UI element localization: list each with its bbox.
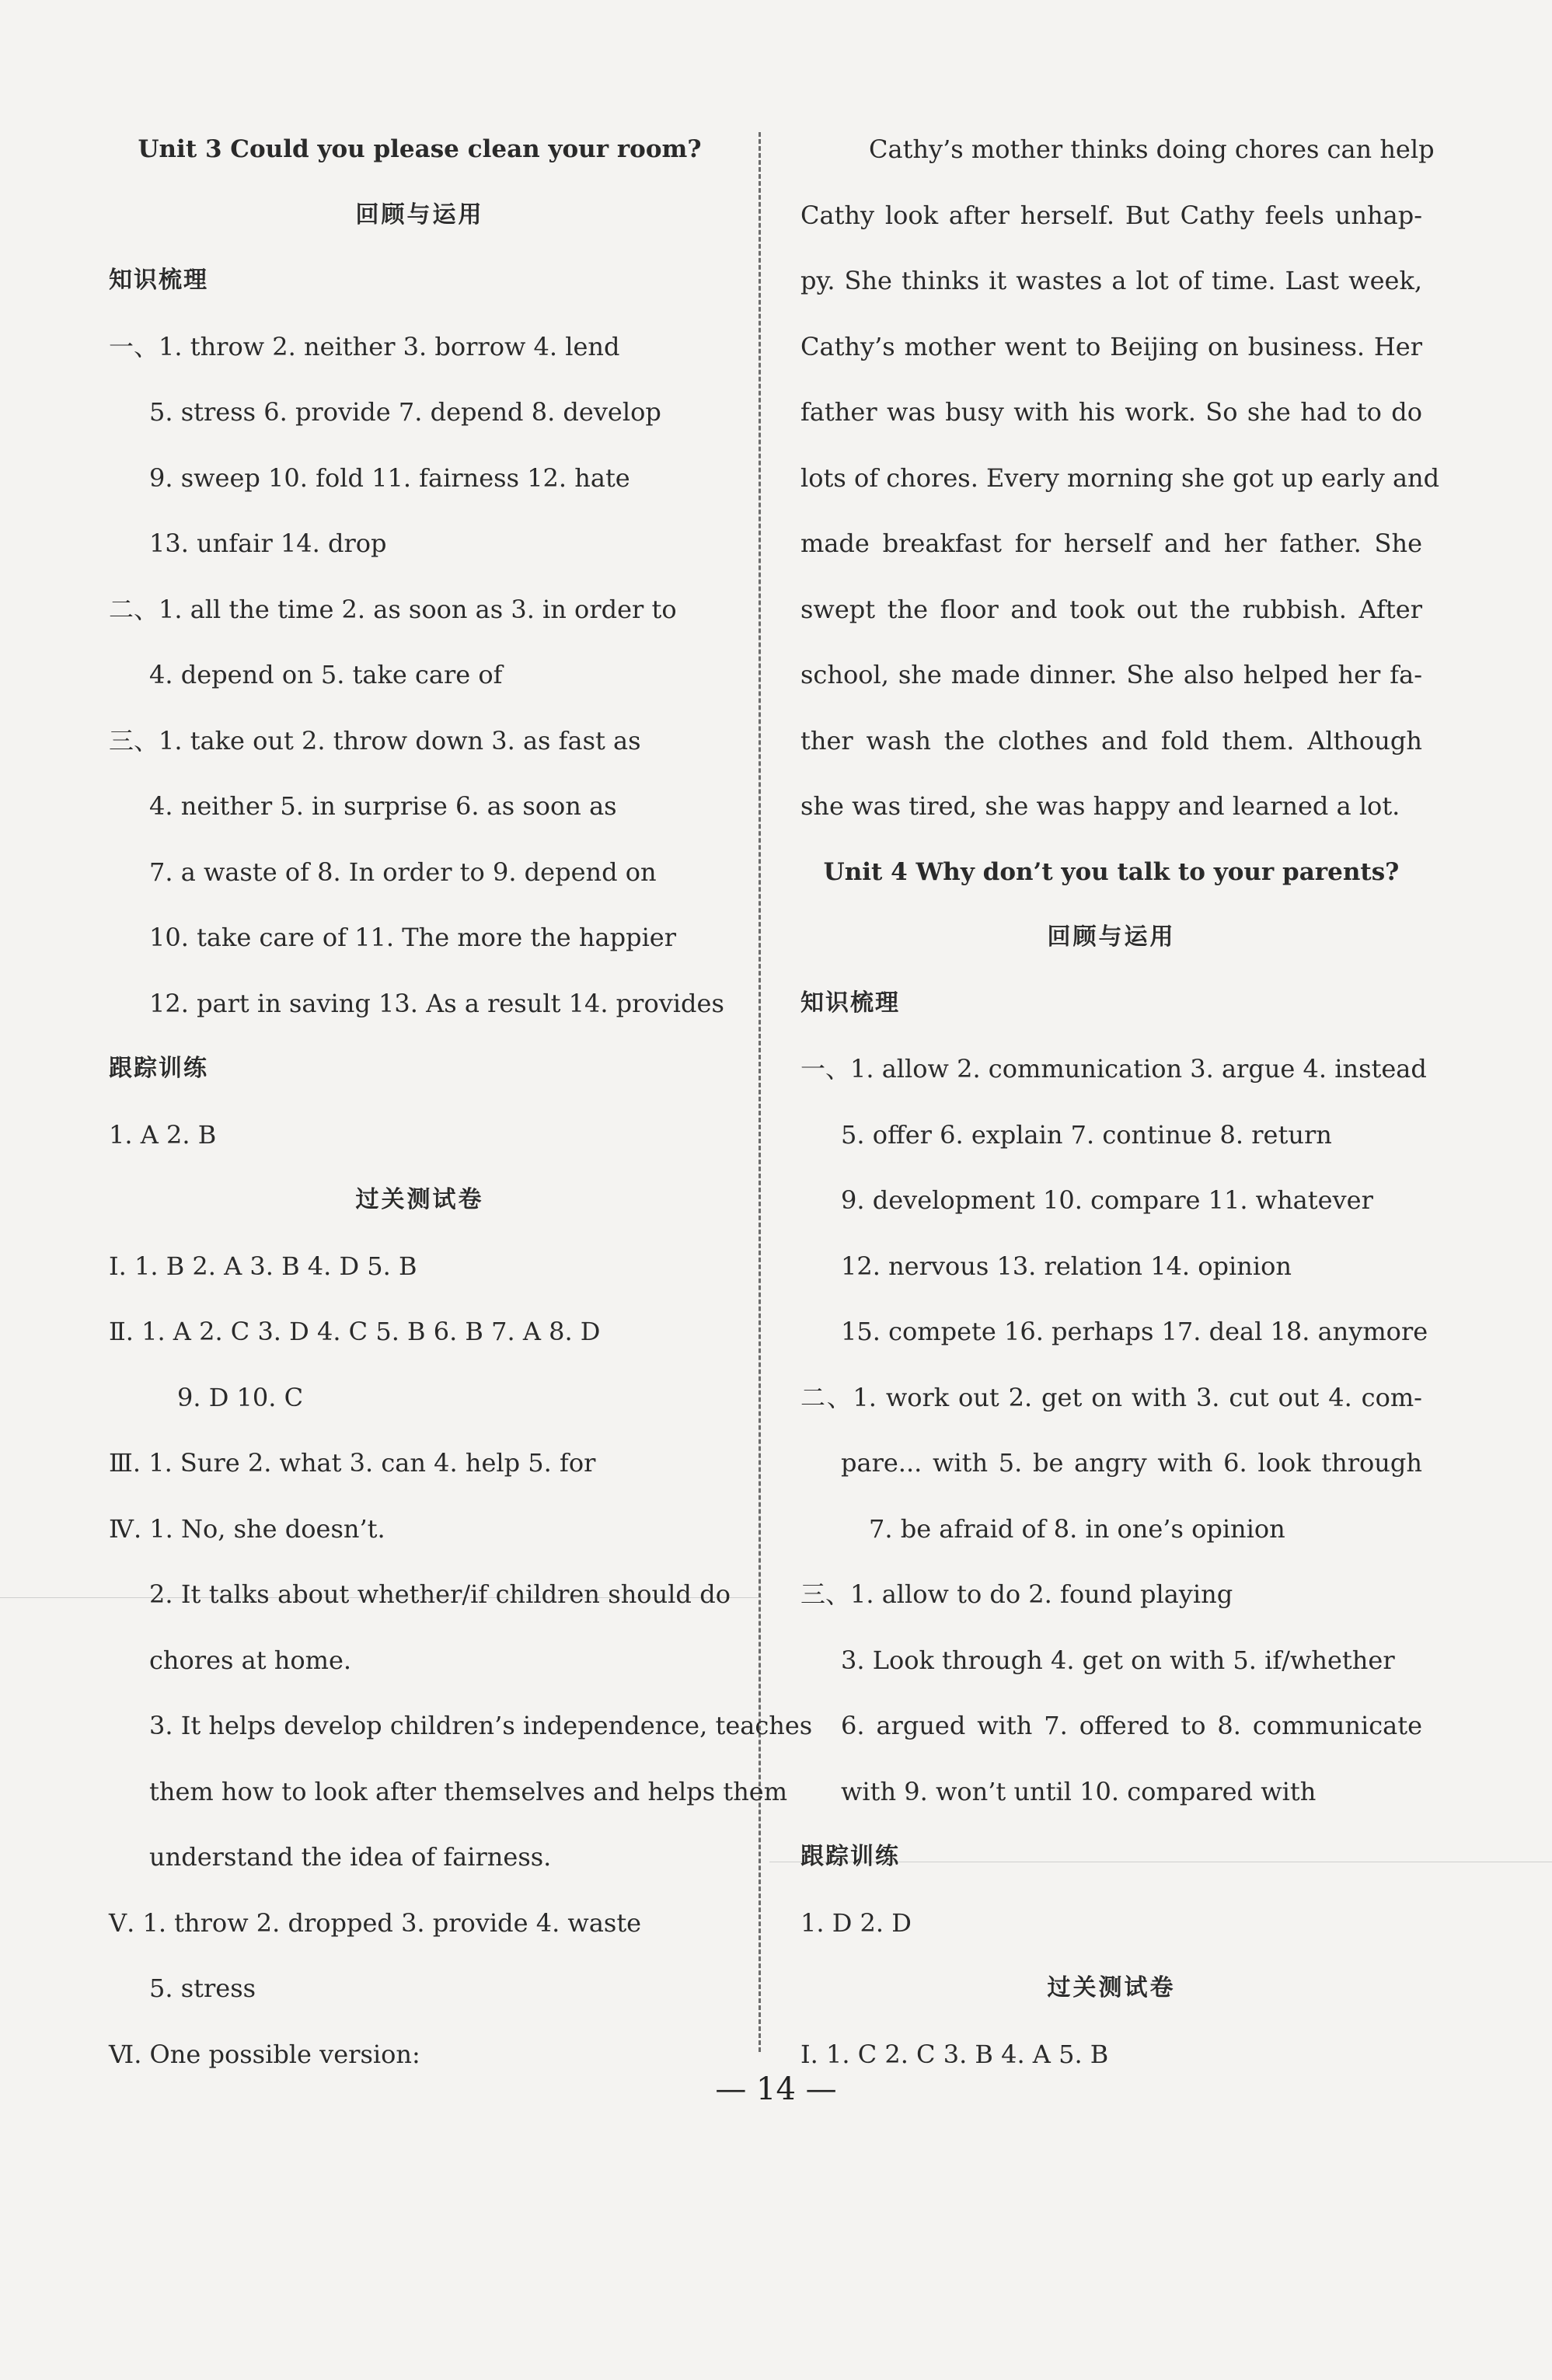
answer-line: Ⅵ. One possible version: (109, 2039, 420, 2069)
review-heading: 回顾与运用 (1047, 923, 1176, 951)
answer-line: 5. stress 6. provide 7. depend 8. develop (149, 397, 661, 427)
answer-line: Ⅲ. 1. Sure 2. what 3. can 4. help 5. for (109, 1448, 596, 1478)
tracking-heading: 跟踪训练 (800, 1843, 900, 1870)
knowledge-heading: 知识梳理 (109, 267, 208, 294)
answer-line: 7. be afraid of 8. in one’s opinion (869, 1513, 1285, 1544)
answer-line: 1. A 2. B (109, 1119, 217, 1150)
answer-line: 三、1. take out 2. throw down 3. as fast as (109, 725, 641, 756)
test-heading: 过关测试卷 (1047, 1974, 1176, 2001)
essay-line: made breakfast for herself and her father. She (800, 529, 1422, 558)
answer-line: Ⅱ. 1. A 2. C 3. D 4. C 5. B 6. B 7. A 8. D (109, 1317, 601, 1346)
answer-line: 4. neither 5. in surprise 6. as soon as (149, 791, 617, 821)
answer-line: 2. It talks about whether/if children should do (149, 1579, 731, 1609)
answer-line: 4. depend on 5. take care of (149, 660, 503, 689)
essay-line: lots of chores. Every morning she got up early and (800, 462, 1440, 493)
essay-line: Cathy’s mother went to Beijing on business. Her (800, 331, 1422, 361)
answer-line: Ⅳ. 1. No, she doesn’t. (109, 1513, 385, 1544)
answer-line: 5. stress (149, 1973, 256, 2003)
answer-line: 三、1. allow to do 2. found playing (800, 1579, 1233, 1609)
answer-line: 3. It helps develop children’s independence, teaches (149, 1711, 813, 1740)
answer-line: 二、1. all the time 2. as soon as 3. in order to (109, 594, 677, 624)
answer-line: 12. nervous 13. relation 14. opinion (841, 1251, 1292, 1281)
answer-line: 9. D 10. C (177, 1382, 304, 1412)
answer-line: 一、1. allow 2. communication 3. argue 4. instead (800, 1054, 1427, 1084)
right-column (800, 117, 1440, 2087)
answer-line: 6. argued with 7. offered to 8. communicate (841, 1711, 1422, 1740)
answer-line: 3. Look through 4. get on with 5. if/whether (841, 1645, 1395, 1675)
answer-line: chores at home. (149, 1645, 352, 1675)
review-heading: 回顾与运用 (355, 201, 484, 229)
answer-line: 10. take care of 11. The more the happier (149, 923, 677, 952)
answer-line: 12. part in saving 13. As a result 14. provides (149, 988, 724, 1018)
unit4-title: Unit 4 Why don’t you talk to your parents? (823, 857, 1400, 886)
page-number: — 14 — (715, 2071, 837, 2107)
answer-line: 13. unfair 14. drop (149, 529, 387, 558)
tracking-heading: 跟踪训练 (109, 1055, 208, 1082)
answer-line: 二、1. work out 2. get on with 3. cut out 4. com- (800, 1382, 1422, 1412)
answer-line: 1. D 2. D (800, 1907, 912, 1938)
answer-line: understand the idea of fairness. (149, 1842, 552, 1872)
essay-line: swept the floor and took out the rubbish. After (800, 594, 1422, 624)
answer-line: 一、1. throw 2. neither 3. borrow 4. lend (109, 331, 620, 361)
knowledge-heading: 知识梳理 (800, 989, 900, 1017)
answer-line: 9. sweep 10. fold 11. fairness 12. hate (149, 462, 630, 493)
answer-line: 7. a waste of 8. In order to 9. depend on (149, 857, 657, 887)
test-heading: 过关测试卷 (355, 1186, 484, 1213)
answer-line: with 9. won’t until 10. compared with (841, 1776, 1317, 1806)
essay-line: Cathy look after herself. But Cathy feels unhap- (800, 200, 1422, 230)
answer-line: pare... with 5. be angry with 6. look through (841, 1448, 1422, 1478)
essay-line: school, she made dinner. She also helped her fa- (800, 660, 1422, 689)
answer-line: Ⅴ. 1. throw 2. dropped 3. provide 4. waste (109, 1907, 642, 1938)
answer-line: Ⅰ. 1. C 2. C 3. B 4. A 5. B (800, 2039, 1109, 2069)
left-column (109, 117, 813, 2087)
unit3-title: Unit 3 Could you please clean your room? (138, 135, 702, 163)
answer-line: Ⅰ. 1. B 2. A 3. B 4. D 5. B (109, 1251, 417, 1281)
essay-line: py. She thinks it wastes a lot of time. Last week, (800, 266, 1422, 295)
essay-line: ther wash the clothes and fold them. Although (800, 725, 1422, 756)
essay-line: she was tired, she was happy and learned a lot. (800, 791, 1400, 821)
answer-line: 9. development 10. compare 11. whatever (841, 1185, 1373, 1215)
answer-line: them how to look after themselves and helps them (149, 1776, 788, 1806)
essay-line: Cathy’s mother thinks doing chores can help (869, 134, 1435, 164)
answer-line: 15. compete 16. perhaps 17. deal 18. anymore (841, 1317, 1428, 1346)
essay-line: father was busy with his work. So she had to do (800, 397, 1422, 427)
answer-line: 5. offer 6. explain 7. continue 8. return (841, 1119, 1332, 1150)
